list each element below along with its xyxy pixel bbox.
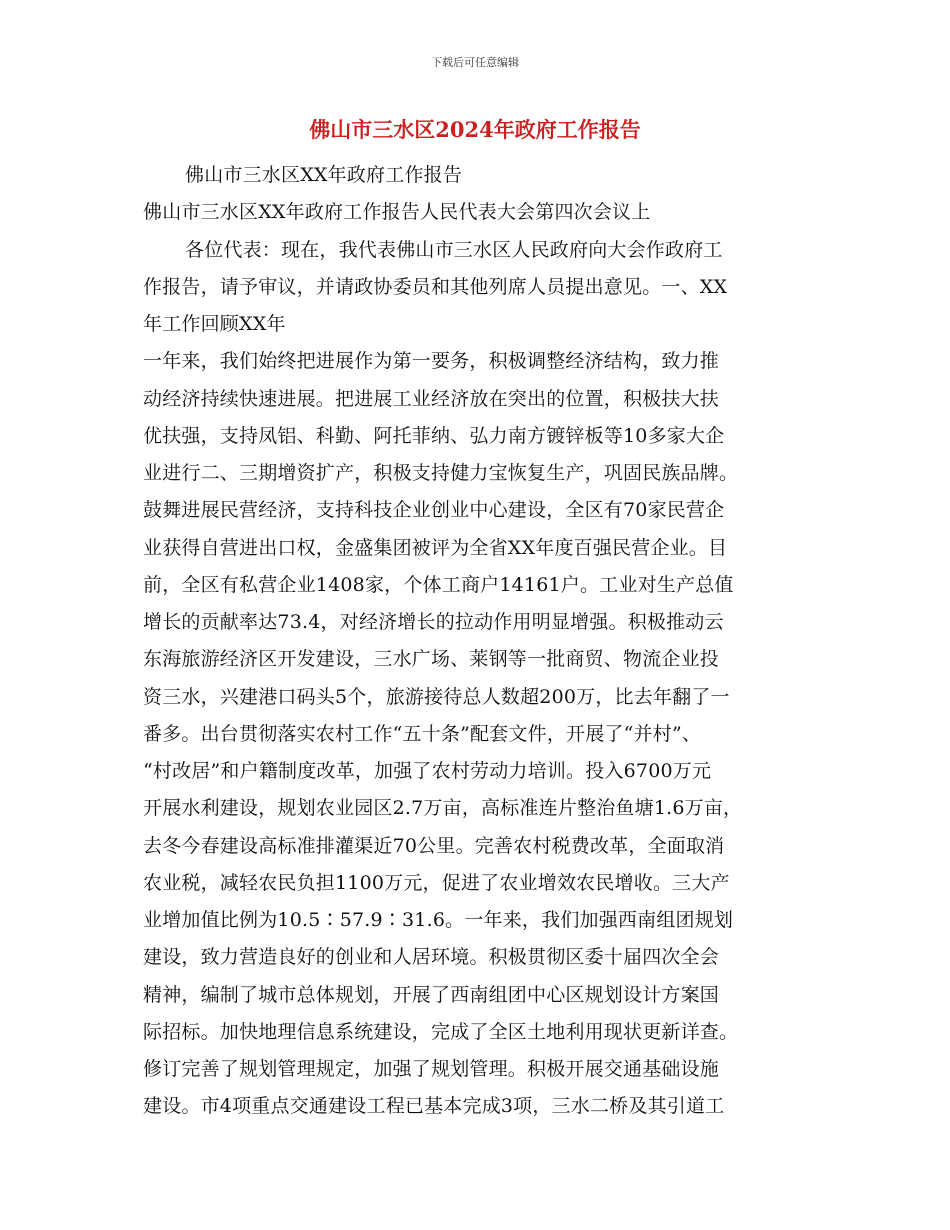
body-line: 鼓舞进展民营经济，支持科技企业创业中心建设，全区有70家民营企 <box>143 499 725 521</box>
body-line: 业增加值比例为10.5∶57.9∶31.6。一年来，我们加强西南组团规划 <box>143 909 734 931</box>
body-line: 年工作回顾XX年 <box>143 313 286 335</box>
body-line: 精神，编制了城市总体规划，开展了西南组团中心区规划设计方案国 <box>143 984 720 1006</box>
body-line: 优扶强，支持凤铝、科勤、阿托菲纳、弘力南方镀锌板等10多家大企 <box>143 425 725 447</box>
body-line: 去冬今春建设高标准排灌渠近70公里。完善农村税费改革，全面取消 <box>143 835 725 857</box>
body-line: 佛山市三水区XX年政府工作报告人民代表大会第四次会议上 <box>143 201 651 223</box>
body-line: 佛山市三水区XX年政府工作报告 <box>185 164 463 186</box>
body-line: 资三水，兴建港口码头5个，旅游接待总人数超200万，比去年翻了一 <box>143 686 730 708</box>
body-line: 际招标。加快地理信息系统建设，完成了全区土地利用现状更新详查。 <box>143 1021 739 1043</box>
body-line: 建设。市4项重点交通建设工程已基本完成3项，三水二桥及其引道工 <box>143 1095 725 1117</box>
body-line: 开展水利建设，规划农业园区2.7万亩，高标准连片整治鱼塘1.6万亩， <box>143 797 743 819</box>
body-line: 东海旅游经济区开发建设，三水广场、莱钢等一批商贸、物流企业投 <box>143 648 720 670</box>
body-line: 作报告，请予审议，并请政协委员和其他列席人员提出意见。一、XX <box>143 276 728 298</box>
body-line: 番多。出台贯彻落实农村工作“五十条”配套文件，开展了“并村”、 <box>143 723 702 745</box>
body-line: 增长的贡献率达73.4，对经济增长的拉动作用明显增强。积极推动云 <box>143 611 724 633</box>
body-line: 建设，致力营造良好的创业和人居环境。积极贯彻区委十届四次全会 <box>143 946 720 968</box>
body-line: 一年来，我们始终把进展作为第一要务，积极调整经济结构，致力推 <box>143 350 720 372</box>
body-line: 动经济持续快速进展。把进展工业经济放在突出的位置，积极扶大扶 <box>143 388 720 410</box>
body-line: “村改居”和户籍制度改革，加强了农村劳动力培训。投入6700万元 <box>143 760 712 782</box>
document-title: 佛山市三水区2024年政府工作报告 <box>309 117 641 142</box>
body-line: 前，全区有私营企业1408家，个体工商户14161户。工业对生产总值 <box>143 574 734 596</box>
body-line: 业获得自营进出口权，金盛集团被评为全省XX年度百强民营企业。目 <box>143 537 728 559</box>
page-header-note: 下载后可任意编辑 <box>431 56 519 69</box>
body-line: 各位代表：现在，我代表佛山市三水区人民政府向大会作政府工 <box>185 239 723 261</box>
body-line: 农业税，减轻农民负担1100万元，促进了农业增效农民增收。三大产 <box>143 872 730 894</box>
body-line: 修订完善了规划管理规定，加强了规划管理。积极开展交通基础设施 <box>143 1058 720 1080</box>
body-line: 业进行二、三期增资扩产，积极支持健力宝恢复生产，巩固民族品牌。 <box>143 462 739 484</box>
